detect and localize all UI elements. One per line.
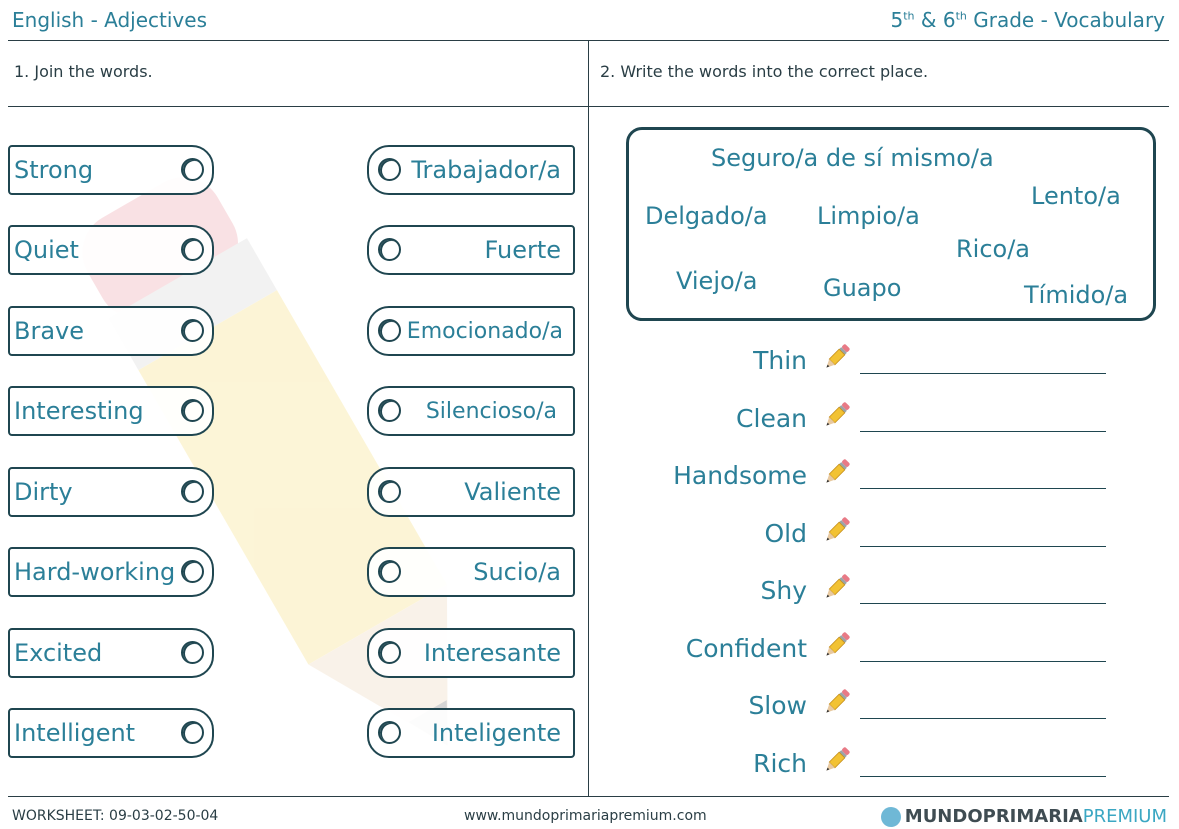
english-word-tag[interactable] <box>8 225 214 275</box>
word-bank-word: Delgado/a <box>645 202 768 230</box>
word-bank-word: Lento/a <box>1031 182 1121 210</box>
english-word: Brave <box>14 317 85 345</box>
spanish-word-tag[interactable] <box>367 547 575 597</box>
ring-hole-icon <box>181 158 204 181</box>
ring-hole-icon <box>181 399 204 422</box>
english-word: Interesting <box>14 397 144 425</box>
ring-hole-icon <box>378 238 401 261</box>
brand-part-premium: PREMIUM <box>1082 806 1167 827</box>
ring-hole-icon <box>378 721 401 744</box>
pencil-watermark <box>20 120 580 780</box>
ring-hole-icon <box>378 480 401 503</box>
english-word: Excited <box>14 639 103 667</box>
answer-line[interactable] <box>860 776 1106 777</box>
answer-label: Clean <box>736 404 807 433</box>
answer-line[interactable] <box>860 546 1106 547</box>
word-bank-box <box>626 127 1156 321</box>
pencil-icon <box>822 400 852 430</box>
answer-label: Rich <box>753 749 807 778</box>
section1-instruction: 1. Join the words. <box>14 62 153 81</box>
pencil-icon <box>822 342 852 372</box>
grade-title <box>891 8 1166 32</box>
ring-hole-icon <box>378 641 401 664</box>
answer-line[interactable] <box>860 661 1106 662</box>
brand-part-primaria: PRIMARIA <box>982 806 1083 827</box>
answer-label: Old <box>764 519 807 548</box>
spanish-word: Emocionado/a <box>406 318 563 344</box>
english-word: Intelligent <box>14 719 136 747</box>
english-word: Dirty <box>14 478 73 506</box>
answer-line[interactable] <box>860 431 1106 432</box>
ring-hole-icon <box>181 480 204 503</box>
pencil-icon <box>822 745 852 775</box>
pencil-icon <box>822 630 852 660</box>
ring-hole-icon <box>378 158 401 181</box>
spanish-word-tag[interactable] <box>367 145 575 195</box>
answer-line[interactable] <box>860 718 1106 719</box>
globe-icon <box>881 807 901 827</box>
english-word-tag[interactable] <box>8 145 214 195</box>
spanish-word-tag[interactable] <box>367 306 575 356</box>
brand-logo <box>881 806 1167 827</box>
answer-label: Handsome <box>673 461 807 490</box>
pencil-icon <box>822 457 852 487</box>
english-word: Strong <box>14 156 94 184</box>
answer-label: Shy <box>760 576 807 605</box>
grade-6-sup: th <box>955 9 967 23</box>
grade-rest: Grade - Vocabulary <box>966 8 1165 32</box>
answer-line[interactable] <box>860 488 1106 489</box>
grade-6: 6 <box>942 8 956 32</box>
grade-amp: & <box>914 8 943 32</box>
word-bank-word: Viejo/a <box>676 267 758 295</box>
answer-label: Thin <box>753 346 807 375</box>
spanish-word: Silencioso/a <box>425 398 557 424</box>
ring-hole-icon <box>181 560 204 583</box>
worksheet-subject-title: English - Adjectives <box>12 8 207 32</box>
grade-5-sup: th <box>903 9 915 23</box>
answer-line[interactable] <box>860 603 1106 604</box>
english-word: Hard-working <box>14 558 176 586</box>
pencil-icon <box>822 515 852 545</box>
footer-divider <box>8 796 1169 797</box>
spanish-word: Inteligente <box>431 719 561 747</box>
answer-line[interactable] <box>860 373 1106 374</box>
word-bank-word: Seguro/a de sí mismo/a <box>711 144 994 172</box>
word-bank-word: Rico/a <box>956 235 1031 263</box>
english-word-tag[interactable] <box>8 467 214 517</box>
english-word-tag[interactable] <box>8 708 214 758</box>
english-word-tag[interactable] <box>8 547 214 597</box>
ring-hole-icon <box>181 641 204 664</box>
word-bank-word: Guapo <box>823 274 902 302</box>
spanish-word: Interesante <box>423 639 561 667</box>
column-divider <box>588 40 589 796</box>
spanish-word: Sucio/a <box>473 558 561 586</box>
english-word-tag[interactable] <box>8 386 214 436</box>
spanish-word-tag[interactable] <box>367 708 575 758</box>
spanish-word-tag[interactable] <box>367 628 575 678</box>
spanish-word: Trabajador/a <box>411 156 561 184</box>
section2-instruction: 2. Write the words into the correct place. <box>600 62 929 81</box>
english-word-tag[interactable] <box>8 306 214 356</box>
website-url[interactable]: www.mundoprimariapremium.com <box>464 808 707 824</box>
pencil-icon <box>822 572 852 602</box>
answer-label: Confident <box>685 634 807 663</box>
worksheet-code: WORKSHEET: 09-03-02-50-04 <box>12 808 219 824</box>
spanish-word: Fuerte <box>484 236 561 264</box>
ring-hole-icon <box>378 560 401 583</box>
pencil-icon <box>822 687 852 717</box>
answer-label: Slow <box>748 691 807 720</box>
brand-part-mundo: MUNDO <box>904 806 983 827</box>
word-bank-word: Limpio/a <box>817 202 920 230</box>
spanish-word-tag[interactable] <box>367 467 575 517</box>
ring-hole-icon <box>378 399 401 422</box>
ring-hole-icon <box>181 238 204 261</box>
english-word-tag[interactable] <box>8 628 214 678</box>
ring-hole-icon <box>181 721 204 744</box>
spanish-word-tag[interactable] <box>367 386 575 436</box>
ring-hole-icon <box>181 319 204 342</box>
english-word: Quiet <box>14 236 79 264</box>
ring-hole-icon <box>378 319 401 342</box>
grade-5: 5 <box>890 8 904 32</box>
spanish-word-tag[interactable] <box>367 225 575 275</box>
spanish-word: Valiente <box>464 478 561 506</box>
word-bank-word: Tímido/a <box>1024 281 1129 309</box>
